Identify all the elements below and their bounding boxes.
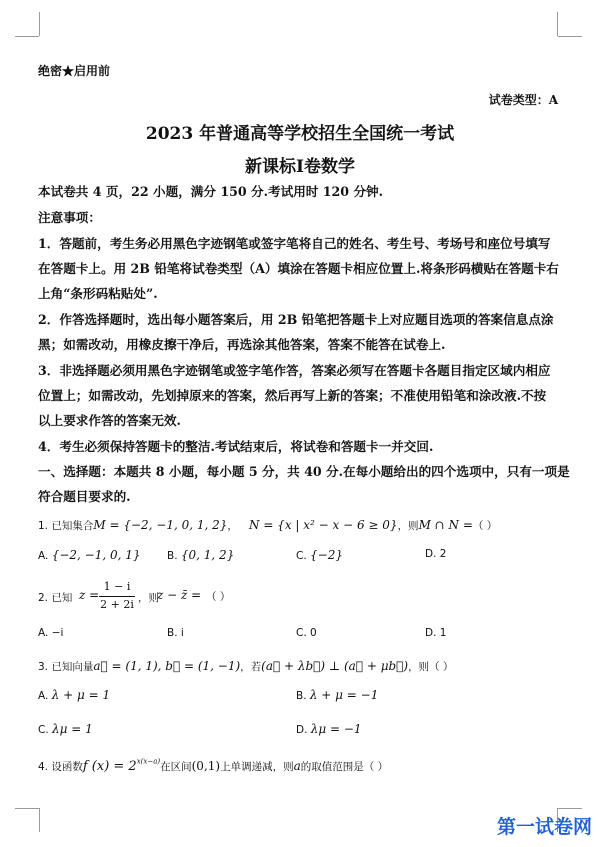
q2-option-b-text: i — [180, 627, 184, 639]
q2-option-c — [296, 627, 317, 639]
q1-option-d-label: D. — [425, 548, 437, 560]
q1-option-a-text: {−2, −1, 0, 1} — [51, 548, 141, 562]
q4-stem-a: 4. 设函数 — [38, 761, 83, 773]
q2-option-b — [167, 627, 184, 639]
q2-expr: z − z̄ = — [157, 588, 202, 602]
q2-stem-a: 2. 已知 — [38, 592, 73, 604]
crop-mark-bottom-left-v — [39, 808, 40, 832]
crop-mark-top-left — [15, 36, 39, 37]
q2-blank: （ ） — [206, 591, 231, 603]
q2-option-a — [38, 627, 63, 639]
q2-option-d — [425, 627, 446, 639]
q2-option-c-label: C. — [296, 627, 307, 639]
q1-option-d-text: 2 — [439, 548, 447, 560]
q3-option-b — [296, 688, 378, 702]
q1-option-c-label: C. — [296, 550, 307, 562]
crop-mark-bottom-right — [558, 808, 582, 809]
note-2-line-2: 黑；如需改动，用橡皮擦干净后，再选涂其他答案，答案不能答在试卷上. — [38, 337, 446, 352]
watermark-logo: 第一试卷网 — [496, 816, 592, 838]
q4-exponent: x(x−a) — [136, 757, 161, 766]
exam-intro: 本试卷共 4 页，22 小题，满分 150 分.考试用时 120 分钟. — [38, 184, 384, 199]
q2-option-a-text: −i — [51, 627, 64, 639]
q3-option-a-text: λ + μ = 1 — [51, 688, 111, 702]
q1-stem-a: 1. 已知集合 — [38, 520, 94, 532]
q4-stem-c: 上单调递减，则 — [220, 761, 294, 773]
q1-option-c — [296, 548, 343, 562]
note-1-line-3: 上角“条形码粘贴处”. — [38, 286, 158, 301]
q1-stem-b: ，则 — [397, 520, 419, 532]
q2-option-d-text: 1 — [439, 627, 447, 639]
q2-option-b-label: B. — [167, 627, 178, 639]
q3-option-d-label: D. — [296, 724, 308, 736]
q2-stem-b: ，则 — [138, 592, 159, 604]
note-3-line-1: 3．非选择题必须用黑色字迹钢笔或签字笔作答，答案必须写在答题卡各题目指定区域内相应 — [38, 363, 551, 378]
q1-option-a-label: A. — [38, 550, 49, 562]
q2-option-a-label: A. — [38, 627, 49, 639]
question-1-stem — [38, 514, 497, 533]
q3-option-d-text: λμ = −1 — [310, 722, 362, 736]
q3-stem-b: ，若 — [240, 661, 262, 673]
q3-option-c-text: λμ = 1 — [52, 722, 93, 736]
note-3-line-2: 位置上；如需改动，先划掉原来的答案，然后再写上新的答案；不准使用铅笔和涂改液.不按 — [38, 388, 547, 403]
q3-stem-c: ，则（ ） — [408, 661, 454, 673]
q3-vectors: a⃗ = (1, 1), b⃗ = (1, −1) — [93, 659, 241, 673]
crop-mark-top-right-v — [557, 12, 558, 36]
q1-set-m: M = {−2, −1, 0, 1, 2} — [93, 518, 228, 532]
q4-function: f (x) = 2 — [82, 759, 137, 774]
note-2-line-1: 2．作答选择题时，选出每小题答案后，用 2B 铅笔把答题卡上对应题目选项的答案信息点涂 — [38, 312, 554, 327]
q3-option-a-label: A. — [38, 690, 49, 702]
q1-expr: M ∩ N = — [418, 518, 473, 532]
crop-mark-bottom-left — [15, 808, 39, 809]
q2-fraction-numerator: 1 − i — [103, 580, 131, 593]
q4-stem-d: 的取值范围是（ ） — [300, 761, 389, 773]
q1-blank: （ ） — [472, 520, 498, 532]
note-1-line-1: 1．答题前，考生务必用黑色字迹钢笔或签字笔将自己的姓名、考生号、考场号和座位号填写 — [38, 236, 551, 251]
q3-option-c-label: C. — [38, 724, 49, 736]
q4-interval: (0,1) — [191, 759, 221, 773]
notes-heading: 注意事项： — [38, 210, 101, 225]
q1-option-a — [38, 548, 141, 562]
q3-stem-a: 3. 已知向量 — [38, 661, 94, 673]
q3-option-c — [38, 722, 93, 736]
q3-condition: (a⃗ + λb⃗) ⊥ (a⃗ + μb⃗) — [261, 659, 409, 673]
q4-stem-b: 在区间 — [160, 761, 192, 773]
q1-option-d — [425, 548, 446, 560]
section-1-line-2: 符合题目要求的. — [38, 489, 131, 504]
q3-option-b-label: B. — [296, 690, 307, 702]
exam-title: 2023 年普通高等学校招生全国统一考试 — [145, 124, 455, 144]
q3-option-d — [296, 722, 362, 736]
q3-option-b-text: λ + μ = −1 — [309, 688, 379, 702]
q2-option-c-text: 0 — [310, 627, 317, 639]
confidential-label: 绝密★启用前 — [38, 64, 111, 78]
q2-z-lhs: z = — [79, 588, 100, 602]
crop-mark-top-right — [558, 36, 582, 37]
q1-set-n: N = {x | x² − x − 6 ≥ 0} — [249, 518, 398, 532]
q2-fraction-denominator: 2 + 2i — [100, 598, 134, 611]
q2-option-d-label: D. — [425, 627, 437, 639]
q1-option-b — [167, 548, 234, 562]
question-3-stem — [38, 655, 453, 674]
q1-sep: ， — [227, 520, 238, 532]
exam-subtitle: 新课标Ⅰ卷数学 — [245, 157, 355, 177]
note-1-line-2: 在答题卡上。用 2B 铅笔将试卷类型（A）填涂在答题卡相应位置上.将条形码横贴在答题卡右 — [38, 261, 559, 276]
note-3-line-3: 以上要求作答的答案无效. — [38, 413, 181, 428]
q1-option-c-text: {−2} — [310, 548, 343, 562]
q3-option-a — [38, 688, 110, 702]
q2-fraction-bar — [99, 596, 135, 597]
question-4-stem — [38, 755, 388, 774]
q1-option-b-label: B. — [167, 550, 178, 562]
crop-mark-top-left-v — [39, 12, 40, 36]
paper-type-label: 试卷类型：A — [488, 93, 558, 107]
q1-option-b-text: {0, 1, 2} — [180, 548, 235, 562]
note-4: 4．考生必须保持答题卡的整洁.考试结束后，将试卷和答题卡一并交回. — [38, 439, 434, 454]
section-1-line-1: 一、选择题：本题共 8 小题，每小题 5 分，共 40 分.在每小题给出的四个选项中，只有一项是 — [38, 464, 570, 479]
q4-param-a: a — [293, 759, 301, 773]
